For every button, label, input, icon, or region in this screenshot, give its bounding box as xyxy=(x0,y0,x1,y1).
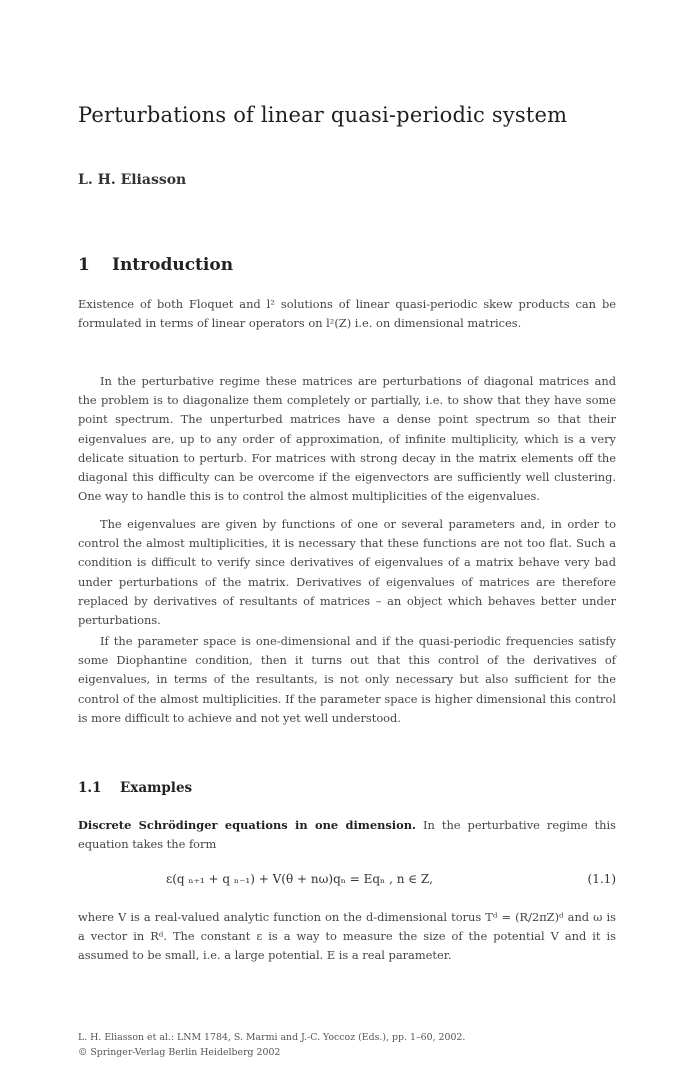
footnote-line-1: L. H. Eliasson et al.: LNM 1784, S. Marmi and J.-C. Yoccoz (Eds.), pp. 1–60, 2002. xyxy=(78,1032,466,1043)
footnote xyxy=(78,1030,616,1060)
paragraph-6: where V is a real-valued analytic function on the d-dimensional torus Tᵈ = (R/2πZ)ᵈ and ω is a vector in Rᵈ. The constant ε is a way to measure the size of the potential V and it is assumed to be small, i.e. a large potential. E is a real parameter. xyxy=(78,910,616,963)
paragraph-2: In the perturbative regime these matrices are perturbations of diagonal matrices and the problem is to diagonalize them completely or partially, i.e. to show that they have some point spectrum. The unperturbed matrices have a dense point spectrum so that their eigenvalues are, up to any order of approximation, of infinite multiplicity, which is a very delicate situation to perturb. For matrices with strong decay in the matrix elements off the diagonal this difficulty can be overcome if the eigenvectors are sufficiently well clustering. One way to handle this is to control the almost multiplicities of the eigenvalues. xyxy=(78,374,616,504)
subsection-title: Examples xyxy=(120,780,193,796)
section-heading xyxy=(78,255,233,275)
footnote-line-2: © Springer-Verlag Berlin Heidelberg 2002 xyxy=(78,1047,281,1058)
paragraph-1: Existence of both Floquet and l² solutions of linear quasi-periodic skew products can be formulated in terms of linear operators on l²(Z) i.e. on dimensional matrices. xyxy=(78,297,616,331)
section-title: Introduction xyxy=(112,255,234,275)
paragraph-5 xyxy=(78,816,616,854)
paragraph-5-text: In the perturbative regime this equation takes the form xyxy=(78,818,616,852)
runin-heading: Discrete Schrödinger equations in one dimension. xyxy=(78,818,416,832)
section-number: 1 xyxy=(78,255,90,275)
subsection-heading xyxy=(78,780,192,796)
subsection-number: 1.1 xyxy=(78,780,102,796)
paper-title: Perturbations of linear quasi-periodic system xyxy=(78,103,568,127)
equation-1-1 xyxy=(78,872,616,894)
author-name: L. H. Eliasson xyxy=(78,172,187,188)
equation-number: (1.1) xyxy=(587,872,616,886)
paragraph-4: If the parameter space is one-dimensional and if the quasi-periodic frequencies satisfy some Diophantine condition, then it turns out that this control of the derivatives of eigenvalues, in terms of the resultants, is not only necessary but also sufficient for the control of the almost multiplicities. If the parameter space is higher dimensional this control is more difficult to achieve and not yet well understood. xyxy=(78,634,616,725)
paragraph-3: The eigenvalues are given by functions of one or several parameters and, in order to control the almost multiplicities, it is necessary that these functions are not too flat. Such a condition is difficult to verify since derivatives of eigenvalues of a matrix behave very bad under perturbations of the matrix. Derivatives of eigenvalues of matrices are therefore replaced by derivatives of resultants of matrices – an object which behaves better under perturbations. xyxy=(78,517,616,628)
equation-body: ε(q ₙ₊₁ + q ₙ₋₁) + V(θ + nω)qₙ = Eqₙ , n ∈ Z, xyxy=(166,872,433,886)
